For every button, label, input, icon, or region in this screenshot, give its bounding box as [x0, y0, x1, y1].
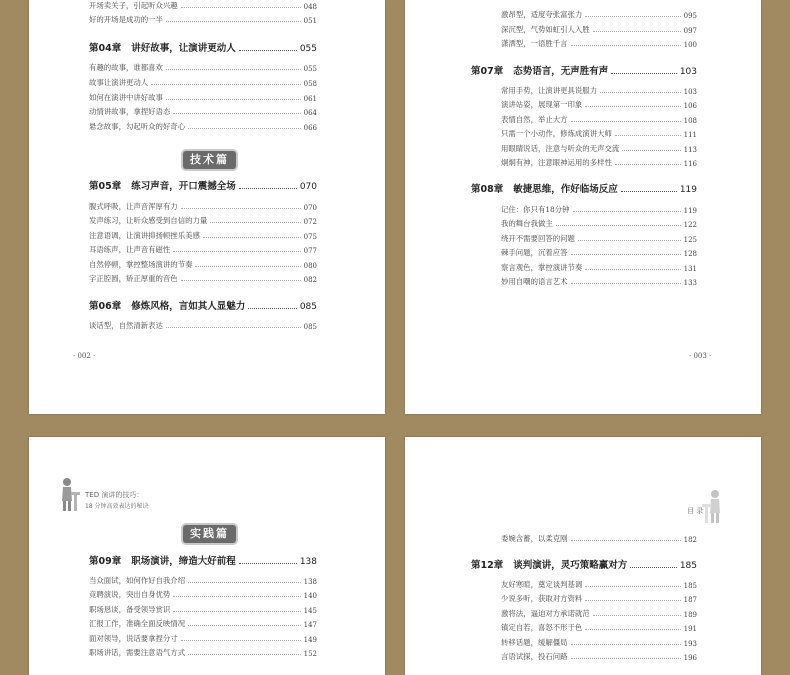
toc-entry[interactable]: 如何在演讲中讲好故事 061 [89, 93, 317, 103]
toc-page-left-top [29, 0, 385, 414]
section-badge: 实践篇 [183, 525, 236, 543]
chapter-heading[interactable]: 第12章 谈判演讲，灵巧策略赢对方 185 [471, 560, 697, 571]
toc-entry[interactable]: 谈话型，自然清新表达 085 [89, 321, 317, 331]
toc-entry[interactable]: 腹式呼吸，让声音浑厚有力 070 [89, 202, 317, 212]
toc-entry[interactable]: 演讲站姿，展现第一印象 106 [501, 100, 697, 110]
toc-entry[interactable]: 炯炯有神，注意眼神运用的多样性 116 [501, 158, 697, 168]
toc-entry[interactable]: 常用手势，让演讲更具说服力 103 [501, 86, 697, 96]
toc-entry[interactable]: 转移话题，缓解僵局 193 [501, 638, 697, 648]
speaker-figure-icon [59, 477, 81, 513]
toc-entry[interactable]: 职场恳谈，备受领导赏识 145 [89, 605, 317, 615]
toc-entry[interactable]: 妙用自嘲的语言艺术 133 [501, 277, 697, 287]
toc-entry[interactable]: 悬念故事，勾起听众的好奇心 066 [89, 122, 317, 132]
book-title: TED 演讲的技巧： [85, 491, 144, 499]
toc-header-label: 目 录 [687, 507, 704, 515]
toc-entry[interactable]: 委婉含蓄，以柔克刚 182 [501, 534, 697, 544]
toc-entry[interactable]: 记住：你只有18分钟 119 [501, 205, 697, 215]
chapter-heading[interactable]: 第09章 职场演讲，缔造大好前程 138 [89, 556, 317, 567]
toc-entry[interactable]: 我的舞台我做主 122 [501, 219, 697, 229]
chapter-heading[interactable]: 第07章 态势语言，无声胜有声 103 [471, 66, 697, 77]
chapter-heading[interactable]: 第05章 练习声音，开口震撼全场 070 [89, 181, 317, 192]
toc-entry[interactable]: 镇定自若，喜怒不形于色 191 [501, 623, 697, 633]
book-subtitle: 18 分钟高效表达的秘诀 [85, 503, 149, 510]
toc-page-right-top [405, 0, 761, 414]
section-badge: 技术篇 [183, 151, 236, 169]
chapter-heading[interactable]: 第08章 敏捷思维，作好临场反应 119 [471, 184, 697, 195]
toc-entry[interactable]: 用眼睛说话，注意与听众的无声交流 113 [501, 144, 697, 154]
page-number: · 003 · [689, 352, 712, 360]
toc-entry[interactable]: 发声练习，让听众感受到自信的力量 072 [89, 216, 317, 226]
chapter-heading[interactable]: 第06章 修炼风格，言如其人显魅力 085 [89, 301, 317, 312]
toc-entry[interactable]: 汇报工作，准确全面反映情况 147 [89, 619, 317, 629]
toc-entry[interactable]: 耳语练声，让声音有磁性 077 [89, 245, 317, 255]
toc-entry[interactable]: 好的开场是成功的一半 051 [89, 15, 317, 25]
toc-entry[interactable]: 表情自然，举止大方 108 [501, 115, 697, 125]
chapter-heading[interactable]: 第04章 讲好故事，让演讲更动人 055 [89, 43, 317, 54]
toc-entry[interactable]: 激昂型，适度夸张富张力 095 [501, 10, 697, 20]
toc-entry[interactable]: 动情讲故事，拿捏好语态 064 [89, 107, 317, 117]
toc-entry[interactable]: 深沉型，气势如虹引人入胜 097 [501, 25, 697, 35]
toc-entry[interactable]: 友好寒暄，奠定谈判基调 185 [501, 580, 697, 590]
toc-entry[interactable]: 故事让演讲更动人 058 [89, 78, 317, 88]
toc-entry[interactable]: 职场讲话，需要注意语气方式 152 [89, 648, 317, 658]
page-number: · 002 · [73, 352, 96, 360]
toc-entry[interactable]: 言语试探，投石问路 196 [501, 652, 697, 662]
toc-entry[interactable]: 激将法，逼迫对方承诺就范 189 [501, 609, 697, 619]
toc-page-left-bottom [29, 437, 385, 675]
toc-entry[interactable]: 竞聘演说，突出自身优势 140 [89, 590, 317, 600]
toc-entry[interactable]: 注意语调，让演讲抑扬顿挫乐美感 075 [89, 231, 317, 241]
toc-entry[interactable]: 棘手问题，沉着应答 128 [501, 248, 697, 258]
toc-entry[interactable]: 自然停顿，掌控整场演讲的节奏 080 [89, 260, 317, 270]
toc-entry[interactable]: 有趣的故事，谁都喜欢 055 [89, 63, 317, 73]
toc-entry[interactable]: 只需一个小动作，修炼成演讲大师 111 [501, 129, 697, 139]
toc-page-right-bottom [405, 437, 761, 675]
toc-entry[interactable]: 字正腔圆，矫正厚重的音色 082 [89, 274, 317, 284]
toc-entry[interactable]: 察言观色，掌控演讲节奏 131 [501, 263, 697, 273]
toc-entry[interactable]: 少说多听，获取对方资料 187 [501, 594, 697, 604]
toc-entry[interactable]: 潇洒型，一语胜千言 100 [501, 39, 697, 49]
toc-entry[interactable]: 当众面试，如何作好自我介绍 138 [89, 576, 317, 586]
toc-entry[interactable]: 绕开不需要回答的问题 125 [501, 234, 697, 244]
toc-entry[interactable]: 面对领导，说话要拿捏分寸 149 [89, 634, 317, 644]
speaker-figure-icon [701, 489, 723, 525]
toc-entry[interactable]: 开场卖关子，引起听众兴趣 048 [89, 1, 317, 11]
